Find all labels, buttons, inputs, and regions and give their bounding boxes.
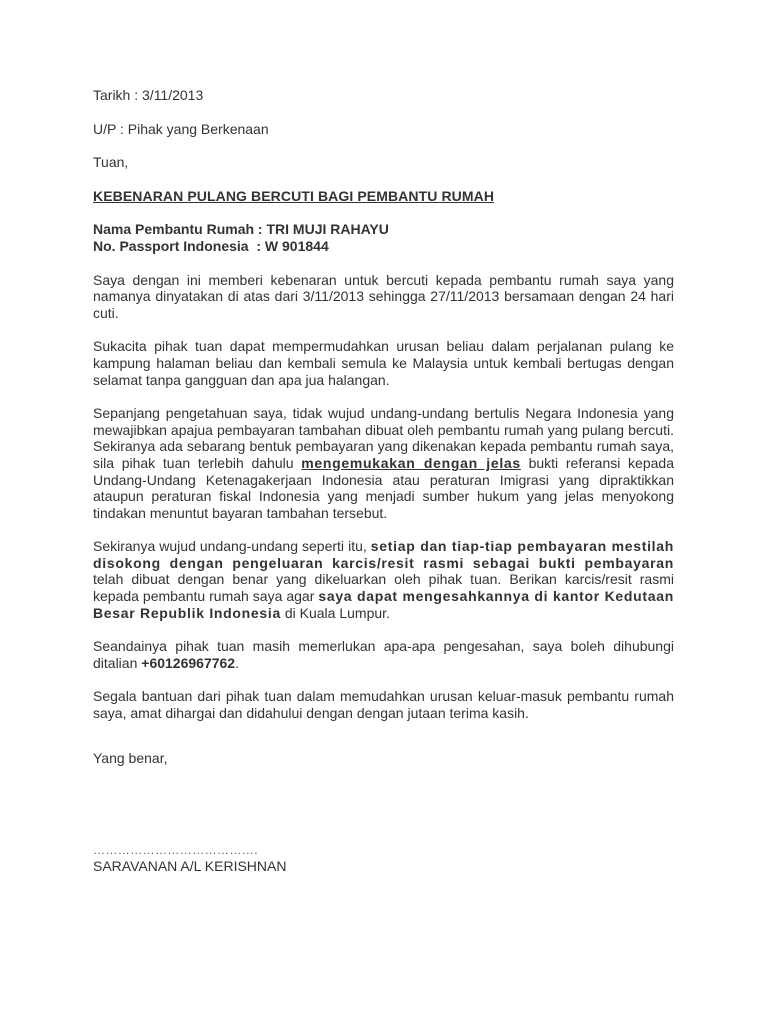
para3-emphasis: mengemukakan dengan jelas xyxy=(301,454,521,471)
paragraph-thanks: Segala bantuan dari pihak tuan dalam memudahkan urusan keluar-masuk pembantu rumah saya, amat dihargai dan didahului dengan dengan jutaan terima kasih. xyxy=(93,688,674,722)
para4-part1: Sekiranya wujud undang-undang seperti itu, xyxy=(93,538,371,555)
passport-line: No. Passport Indonesia : W 901844 xyxy=(93,237,329,254)
para5-end: . xyxy=(235,654,239,671)
paragraph-contact xyxy=(93,638,674,671)
paragraph-receipt-requirement xyxy=(93,538,674,621)
signature-line: …………………………………. xyxy=(93,843,258,858)
para3-after: bukti referansi kepada Undang-Undang Ketenagakerjaan Indonesia atau peraturan Imigrasi yang dipraktikkan ataupun peraturan fiskal Indonesia yang menjadi sumber hukum yang jelas menyokong tindakan menuntut bayaran tambahan tersebut. xyxy=(93,454,674,521)
maid-name-line: Nama Pembantu Rumah : TRI MUJI RAHAYU xyxy=(93,221,389,238)
attention-line: U/P : Pihak yang Berkenaan xyxy=(93,120,269,137)
salutation: Tuan, xyxy=(93,154,129,171)
closing: Yang benar, xyxy=(93,749,168,766)
signatory-name: SARAVANAN A/L KERISHNAN xyxy=(93,858,287,875)
para3-before: Sepanjang pengetahuan saya, tidak wujud undang-undang bertulis Negara Indonesia yang mewajibkan apajua pembayaran tambahan dibuat oleh pembantu rumah yang pulang bercuti. Sekiranya ada sebarang bentuk pembayaran yang dikenakan kepada pembantu rumah saya, sila pihak tuan terlebih dahulu xyxy=(93,405,674,471)
letter-title: KEBENARAN PULANG BERCUTI BAGI PEMBANTU RUMAH xyxy=(93,187,495,204)
date-line: Tarikh : 3/11/2013 xyxy=(93,87,204,103)
para4-bold2: saya dapat mengesahkannya di kantor Kedutaan Besar Republik Indonesia xyxy=(93,588,674,621)
paragraph-no-extra-payment xyxy=(93,405,674,521)
paragraph-travel-request: Sukacita pihak tuan dapat mempermudahkan urusan beliau dalam perjalanan pulang ke kampung halaman beliau dan kembali semula ke Malaysia untuk kembali bertugas dengan selamat tanpa gangguan dan apa jua halangan. xyxy=(93,338,674,388)
para5-text: Seandainya pihak tuan masih memerlukan apa-apa pengesahan, saya boleh dihubungi ditalian xyxy=(93,638,674,671)
para4-part3: di Kuala Lumpur. xyxy=(280,604,390,621)
contact-phone: +60126967762 xyxy=(141,654,236,671)
paragraph-leave-permission: Saya dengan ini memberi kebenaran untuk bercuti kepada pembantu rumah saya yang namanya dinyatakan di atas dari 3/11/2013 sehingga 27/11/2013 bersamaan dengan 24 hari cuti. xyxy=(93,271,674,321)
para4-bold1: setiap dan tiap-tiap pembayaran mestilah disokong dengan pengeluaran karcis/resit rasmi sebagai bukti pembayaran xyxy=(93,538,675,571)
para4-part2: telah dibuat dengan benar yang dikeluarkan oleh pihak tuan. Berikan karcis/resit rasmi kepada pembantu rumah saya agar xyxy=(93,571,674,605)
